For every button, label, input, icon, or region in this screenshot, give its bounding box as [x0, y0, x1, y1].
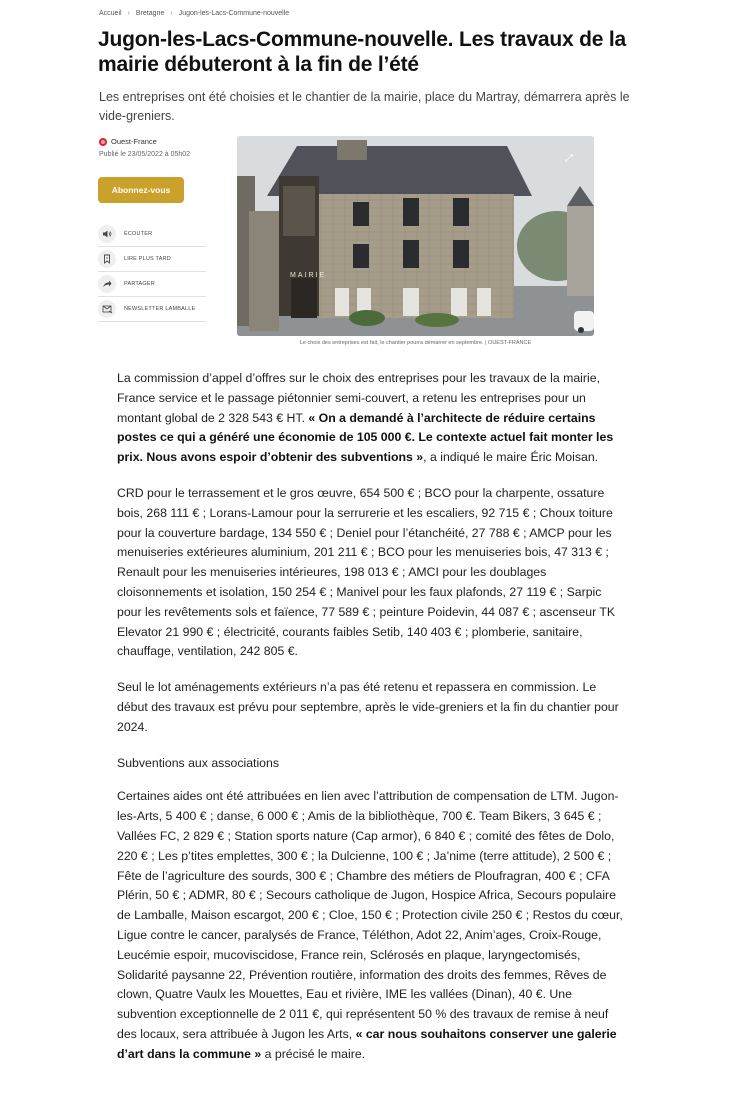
share-label: PARTAGER [124, 281, 155, 287]
subscribe-button[interactable]: Abonnez-vous [98, 177, 184, 203]
quote-gallery: « car nous souhaitons conserver une galerie d’art dans la commune » [117, 1026, 617, 1061]
newsletter-action[interactable] [98, 297, 206, 322]
paragraph-text: La commission d’appel d’offres sur le choix des entreprises pour les travaux de la mairie, France service et le passage piétonnier semi-couvert, a retenu les entreprises pour un montant global de 2 328 543 € HT. [117, 371, 601, 425]
paragraph-text: a précisé le maire. [261, 1046, 366, 1061]
breadcrumb-home-link[interactable]: Accueil [99, 10, 122, 17]
publish-date: Publié le 23/05/2022 à 05h02 [99, 151, 191, 158]
ouest-france-logo-icon [99, 138, 107, 146]
article-actions [98, 222, 206, 322]
newsletter-label: NEWSLETTER LAMBALLE [124, 306, 196, 312]
expand-photo-icon[interactable]: ⤢ [565, 153, 573, 164]
paragraph-contract [117, 369, 627, 468]
listen-label: ÉCOUTER [124, 231, 153, 237]
chevron-right-icon: › [127, 10, 130, 17]
newsletter-icon [98, 300, 116, 318]
breadcrumb-region-link[interactable]: Bretagne [135, 10, 165, 17]
paragraph-text: Certaines aides ont été attribuées en lien avec l’attribution de compensation de LTM. Jugon-les-Arts, 5 400 € ; danse, 6 000 € ; Amis de la bibliothèque, 700 €. Team Bikers, 3 645 € ; Vallées FC, 2 829 € ; Station sports nature (Cap armor), 6 840 € ; comité des fêtes de Dolo, 220 € ; Les p’tites emplettes, 300 € ; la Dulcienne, 100 € ; Ja’nime (terre attitude), 2 500 € ; Fête de l’agriculture des sourds, 300 € ; Chambre des métiers de Ploufragran, 400 € ; CFA Plérin, 50 € ; ADMR, 80 € ; Secours catholique de Jugon, Hospice Africa, Secours populaire de Lamballe, Maison escargot, 200 € ; Cloe, 150 € ; Protection civile 250 € ; Restos du cœur, Ligue contre le cancer, paralysés de France, Téléthon, Adot 22, Anim’ages, Croix-Rouge, Leucémie espoir, mucoviscidose, France rein, Sclérosés en plaque, laryngectomisés, Solidarité paysanne 22, Prévention routière, information des droits des femmes, Rêves de clown, Quatre Vaulx les Mouettes, Eau et rivière, IME les vallées (Dinan), 40 €. Une subvention exceptionnelle de 2 011 €, qui représentent 50 % des travaux de remise à neuf des locaux, sera attribuée à Jugon les Arts, [117, 789, 623, 1041]
page-title: Jugon-les-Lacs-Commune-nouvelle. Les travaux de la mairie débuteront à la fin de l’été [98, 28, 626, 76]
listen-action[interactable] [98, 222, 206, 247]
article-photo[interactable] [237, 136, 594, 336]
share-icon [98, 275, 116, 293]
photo-caption: Le choix des entreprises est fait, le chantier pourra démarrer en septembre. | OUEST-FRANCE [299, 340, 532, 346]
chevron-right-icon: › [170, 10, 173, 17]
paragraph-companies: CRD pour le terrassement et le gros œuvre, 654 500 € ; BCO pour la charpente, ossature bois, 268 111 € ; Lorans-Lamour pour la serrurerie et les escaliers, 92 715 € ; Choux toiture pour la couverture bardage, 134 550 € ; Deniel pour l’étanchéité, 27 788 € ; AMCP pour les menuiseries extérieures aluminium, 201 211 € ; BCO pour les menuiseries bois, 47 313 € ; Renault pour les menuiseries intérieures, 198 013 € ; AMCI pour les doublages cloisonnements et isolation, 150 254 € ; Manivel pour les faux plafonds, 27 119 € ; Sarpic pour les revêtements sols et faïence, 77 589 € ; peinture Poidevin, 44 087 € ; ascenseur TK Elevator 21 990 € ; électricité, courants faibles Setib, 140 403 € ; plomberie, sanitaire, chauffage, ventilation, 242 805 €. [117, 485, 616, 659]
quote-mayor: « On a demandé à l’architecte de réduire certains postes ce qui a généré une économie de 105 000 €. Le contexte actuel fait monter les prix. Nous avons espoir d’obtenir des subventions » [117, 410, 614, 465]
town-hall-photo [237, 136, 594, 336]
paragraph-subsidies [117, 787, 627, 1064]
speaker-icon [98, 225, 116, 243]
read-later-action[interactable] [98, 247, 206, 272]
breadcrumb-current: Jugon-les-Lacs-Commune-nouvelle [178, 10, 290, 17]
paragraph-schedule: Seul le lot aménagements extérieurs n’a pas été retenu et repassera en commission. Le début des travaux est prévu pour septembre, après le vide-greniers et la fin du chantier pour 2024. [117, 680, 619, 734]
share-action[interactable] [98, 272, 206, 297]
subheading: Subventions aux associations [117, 755, 280, 770]
paragraph-text: , a indiqué le maire Éric Moisan. [423, 450, 599, 465]
read-later-label: LIRE PLUS TARD [124, 256, 171, 262]
breadcrumb [99, 10, 289, 17]
article-lead: Les entreprises ont été choisies et le chantier de la mairie, place du Martray, démarrera après le vide-greniers. [99, 90, 630, 123]
article-body [117, 369, 627, 1081]
article-source [99, 137, 157, 146]
mairie-sign: MAIRIE [290, 272, 327, 279]
bookmark-icon [98, 250, 116, 268]
source-name: Ouest-France [111, 137, 157, 146]
